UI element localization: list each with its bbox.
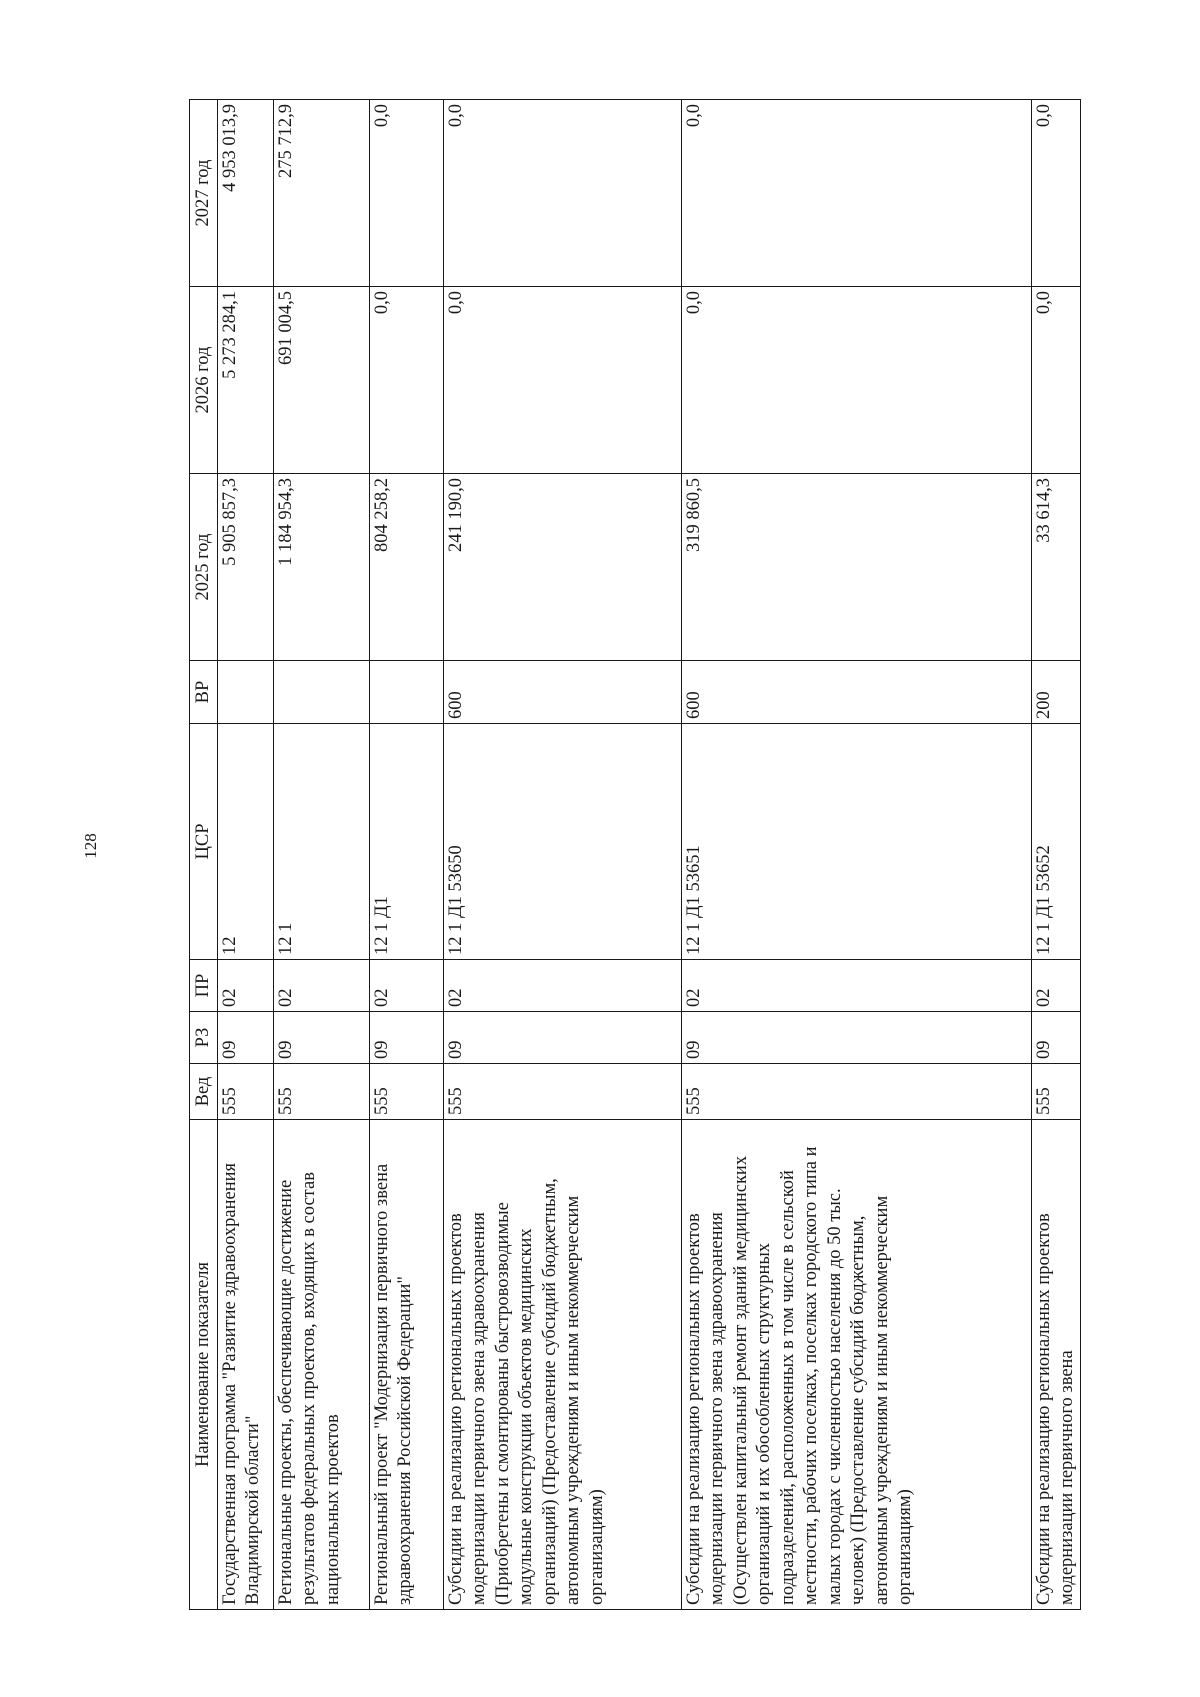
cell-ved: 555: [1032, 1064, 1081, 1120]
cell-csr: 12: [218, 724, 274, 960]
cell-vr: 600: [444, 661, 682, 724]
header-rz: РЗ: [190, 1012, 218, 1064]
header-pr: ПР: [190, 960, 218, 1012]
table-header-row: [190, 100, 218, 1610]
cell-name: Региональные проекты, обеспечивающие достижение результатов федеральных проектов, входящих в состав национальных проектов: [274, 1120, 370, 1610]
cell-2025: 319 860,5: [682, 474, 1032, 661]
cell-csr: 12 1 Д1 53651: [682, 724, 1032, 960]
cell-rz: 09: [1032, 1012, 1081, 1064]
cell-rz: 09: [370, 1012, 444, 1064]
cell-ved: 555: [218, 1064, 274, 1120]
cell-ved: 555: [444, 1064, 682, 1120]
cell-name: Региональный проект "Модернизация первичного звена здравоохранения Российской Федерации": [370, 1120, 444, 1610]
cell-vr: [274, 661, 370, 724]
cell-2027: 0,0: [682, 100, 1032, 287]
cell-2025: 804 258,2: [370, 474, 444, 661]
budget-table-rotated: [189, 100, 1079, 1610]
cell-2025: 1 184 954,3: [274, 474, 370, 661]
cell-pr: 02: [444, 960, 682, 1012]
cell-pr: 02: [370, 960, 444, 1012]
cell-ved: 555: [274, 1064, 370, 1120]
cell-2026: 5 273 284,1: [218, 287, 274, 474]
table-row: [370, 100, 444, 1610]
cell-2026: 0,0: [370, 287, 444, 474]
cell-pr: 02: [274, 960, 370, 1012]
cell-ved: 555: [370, 1064, 444, 1120]
cell-2026: 0,0: [1032, 287, 1081, 474]
table-row: [1032, 100, 1081, 1610]
header-2026: 2026 год: [190, 287, 218, 474]
cell-csr: 12 1 Д1 53650: [444, 724, 682, 960]
header-2025: 2025 год: [190, 474, 218, 661]
cell-2025: 5 905 857,3: [218, 474, 274, 661]
cell-ved: 555: [682, 1064, 1032, 1120]
table-row: [444, 100, 682, 1610]
cell-2027: 0,0: [370, 100, 444, 287]
cell-pr: 02: [218, 960, 274, 1012]
cell-vr: [370, 661, 444, 724]
cell-csr: 12 1 Д1: [370, 724, 444, 960]
cell-vr: 200: [1032, 661, 1081, 724]
cell-2027: 0,0: [444, 100, 682, 287]
cell-vr: [218, 661, 274, 724]
cell-rz: 09: [682, 1012, 1032, 1064]
cell-pr: 02: [682, 960, 1032, 1012]
table-row: [682, 100, 1032, 1610]
cell-2025: 33 614,3: [1032, 474, 1081, 661]
cell-pr: 02: [1032, 960, 1081, 1012]
cell-rz: 09: [274, 1012, 370, 1064]
cell-2025: 241 190,0: [444, 474, 682, 661]
cell-name: Субсидии на реализацию региональных проектов модернизации первичного звена здравоохранения (Осуществлен капитальный ремонт зданий медицинских организаций и их обособленных структурных подразделений, расположенных в том числе в сельской местности, рабочих поселках, поселках городского типа и малых городах с численностью населения до 50 тыс. человек) (Предоставление субсидий бюджетным, автономным учреждениям и иным некоммерческим организациям): [682, 1120, 1032, 1610]
cell-rz: 09: [218, 1012, 274, 1064]
header-ved: Вед: [190, 1064, 218, 1120]
cell-csr: 12 1: [274, 724, 370, 960]
cell-vr: 600: [682, 661, 1032, 724]
cell-2027: 0,0: [1032, 100, 1081, 287]
cell-name: Субсидии на реализацию региональных проектов модернизации первичного звена здравоохранения (Приобретены и смонтированы быстровозводимые модульные конструкции объектов медицинских организаций) (Предоставление субсидий бюджетным, автономным учреждениям и иным некоммерческим организациям): [444, 1120, 682, 1610]
table-row: [218, 100, 274, 1610]
cell-2026: 0,0: [444, 287, 682, 474]
cell-2027: 4 953 013,9: [218, 100, 274, 287]
cell-rz: 09: [444, 1012, 682, 1064]
header-name: Наименование показателя: [190, 1120, 218, 1610]
header-csr: ЦСР: [190, 724, 218, 960]
cell-2026: 0,0: [682, 287, 1032, 474]
cell-2027: 275 712,9: [274, 100, 370, 287]
table-row: [274, 100, 370, 1610]
cell-name: Государственная программа "Развитие здравоохранения Владимирской области": [218, 1120, 274, 1610]
header-vr: ВР: [190, 661, 218, 724]
header-2027: 2027 год: [190, 100, 218, 287]
cell-csr: 12 1 Д1 53652: [1032, 724, 1081, 960]
budget-table: [189, 99, 1081, 1610]
cell-name: Субсидии на реализацию региональных проектов модернизации первичного звена: [1032, 1120, 1081, 1610]
page-number: 128: [80, 833, 100, 859]
cell-2026: 691 004,5: [274, 287, 370, 474]
